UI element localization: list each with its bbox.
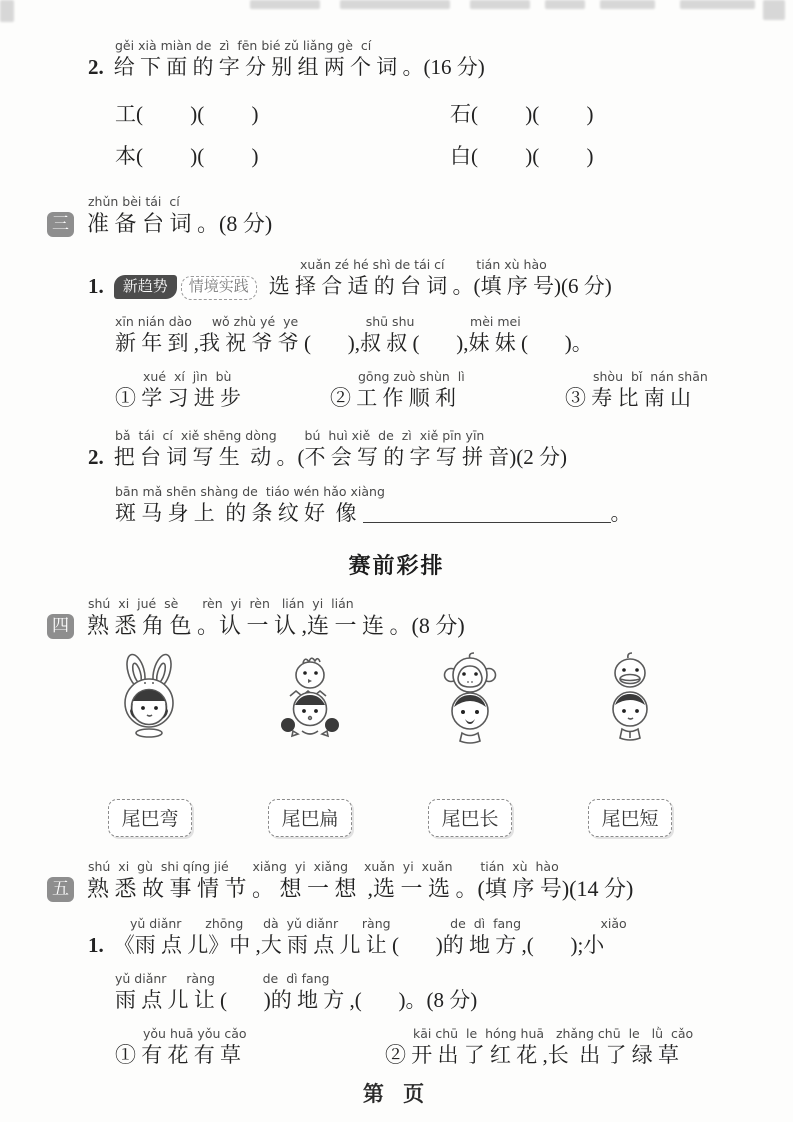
word-blank-ben: 本( )( ): [115, 144, 259, 168]
pinyin-line: gōng zuò shùn lì: [358, 369, 465, 384]
sentence-new-year: [0, 314, 793, 357]
scenario-badge: 情境实践: [181, 276, 257, 300]
word-row-2: [0, 143, 793, 170]
pinyin-line: shú xi gù shi qíng jié xiǎng yi xiǎng xuǎn yi xuǎn tián xù hào: [88, 859, 559, 874]
tail-labels-row: [70, 799, 793, 837]
option-2: [330, 369, 565, 412]
section-3-title-row: [0, 210, 793, 237]
pinyin-line: bǎ tái cí xiě shēng dòng bú huì xiě de zì xiě pīn yīn: [115, 428, 485, 443]
answer-blank-line: [363, 522, 611, 523]
section-4-title-row: [0, 612, 793, 639]
question-text: [0, 444, 793, 471]
scan-artifact: [340, 0, 450, 9]
sentence-start: 斑 马 身 上 的 条 纹 好 像: [115, 501, 357, 525]
trend-badge: 新趋势: [114, 275, 177, 299]
tail-label-bent: 尾巴弯: [108, 799, 191, 837]
option-text: ② 开 出 了 红 花 ,长 出 了 绿 草: [385, 1043, 679, 1067]
section-number-badge: 五: [47, 877, 74, 902]
question-write-line: [0, 428, 793, 471]
option-text: ③ 寿 比 南 山: [565, 386, 691, 410]
option-text: ② 工 作 顺 利: [330, 386, 456, 410]
scan-artifact: [763, 0, 785, 20]
child-with-monkey-hat-illustration: [420, 651, 520, 757]
pinyin-line: bān mǎ shēn shàng de tiáo wén hǎo xiàng: [115, 484, 385, 499]
sentence-text: 新 年 到 ,我 祝 爷 爷 ( ),叔 叔 ( ),妹 妹 ( )。: [115, 331, 593, 355]
word-blank-gong: 工( )( ): [115, 102, 259, 126]
question-text: [0, 273, 793, 300]
option-text: ① 有 花 有 草: [115, 1043, 241, 1067]
pinyin-line: yǔ diǎnr zhōng dà yǔ diǎnr ràng de dì fang xiǎo: [130, 916, 627, 931]
section-title: 熟 悉 故 事 情 节 。 想 一 想 ,选 一 选 。(填 序 号)(14 分): [87, 876, 634, 901]
pinyin-line: xīn nián dào wǒ zhù yé ye shū shu mèi mei: [115, 314, 521, 329]
question-text-line-1: [0, 932, 793, 959]
tail-label-short: 尾巴短: [588, 799, 671, 837]
pinyin-line: kāi chū le hóng huā zhǎng chū le lǜ cǎo: [413, 1026, 694, 1041]
word-blank-shi: 石( )( ): [450, 102, 594, 126]
question-number: 2.: [88, 55, 104, 79]
tail-label-long: 尾巴长: [428, 799, 511, 837]
word-blank-bai: 白( )( ): [450, 144, 594, 168]
option-2: [385, 1026, 693, 1069]
section-number-badge: 三: [47, 212, 74, 237]
question-text-line-2: 雨 点 儿 让 ( )的 地 方 ,( )。(8 分): [115, 988, 478, 1012]
scan-artifact: [680, 0, 755, 9]
sentence-zebra: [0, 484, 793, 527]
option-1: [115, 369, 330, 412]
word-row-1: [0, 101, 793, 128]
question-number: 1.: [88, 933, 104, 957]
question-choose-lines: [0, 257, 793, 300]
child-with-rooster-hat-illustration: [260, 651, 360, 757]
section-number-badge: 四: [47, 614, 74, 639]
scan-artifact: [470, 0, 530, 9]
stage-header: 赛前彩排: [348, 554, 445, 579]
section-5-title-row: [0, 875, 793, 902]
pinyin-line: shòu bǐ nán shān: [593, 369, 708, 384]
pinyin-line: yǒu huā yǒu cǎo: [143, 1026, 247, 1041]
scan-artifacts: [0, 0, 793, 14]
scan-artifact: [545, 0, 585, 9]
section-title: 准 备 台 词 。(8 分): [87, 211, 273, 236]
question-text: [0, 54, 793, 81]
section-5: [0, 859, 793, 902]
option-3: [565, 369, 708, 412]
question-body: 选 择 合 适 的 台 词 。(填 序 号)(6 分): [268, 274, 612, 298]
section-4: [0, 596, 793, 639]
question-number: 2.: [88, 445, 104, 469]
pinyin-line: gěi xià miàn de zì fēn bié zǔ liǎng gè cí: [115, 38, 372, 53]
sentence-text: [0, 500, 793, 527]
pinyin-line: xuǎn zé hé shì de tái cí tián xù hào: [300, 257, 547, 272]
question-body: 《雨 点 儿》中 ,大 雨 点 儿 让 ( )的 地 方 ,( );小: [113, 933, 605, 957]
option-1: [115, 1026, 385, 1069]
question-body: 给 下 面 的 字 分 别 组 两 个 词 。(16 分): [113, 55, 485, 79]
section-3: [0, 194, 793, 237]
scan-artifact: [250, 0, 320, 9]
pinyin-line: xué xí jìn bù: [143, 369, 232, 384]
child-with-rabbit-hat-illustration: [100, 651, 200, 757]
pinyin-line: shú xi jué sè rèn yi rèn lián yi lián: [88, 596, 354, 611]
child-with-duck-hat-illustration: [580, 651, 680, 757]
pinyin-line: yǔ diǎnr ràng de dì fang: [115, 971, 330, 986]
page-footer: 第 页: [362, 1082, 431, 1106]
section-title: 熟 悉 角 色 。认 一 认 ,连 一 连 。(8 分): [87, 613, 465, 638]
question-raindrops: [0, 916, 793, 1014]
option-text: ① 学 习 进 步: [115, 386, 241, 410]
pinyin-line: zhǔn bèi tái cí: [88, 194, 180, 209]
options-row: [0, 369, 793, 412]
matching-images-row: [70, 651, 793, 757]
question-body: 把 台 词 写 生 动 。(不 会 写 的 字 写 拼 音)(2 分): [113, 445, 567, 469]
sentence-end: 。: [610, 501, 632, 525]
question-number: 1.: [88, 274, 104, 298]
scan-artifact: [600, 0, 655, 9]
options-row: [0, 1026, 793, 1069]
question-word-building: [0, 38, 793, 81]
tail-label-flat: 尾巴扁: [268, 799, 351, 837]
scan-artifact: [0, 0, 14, 22]
